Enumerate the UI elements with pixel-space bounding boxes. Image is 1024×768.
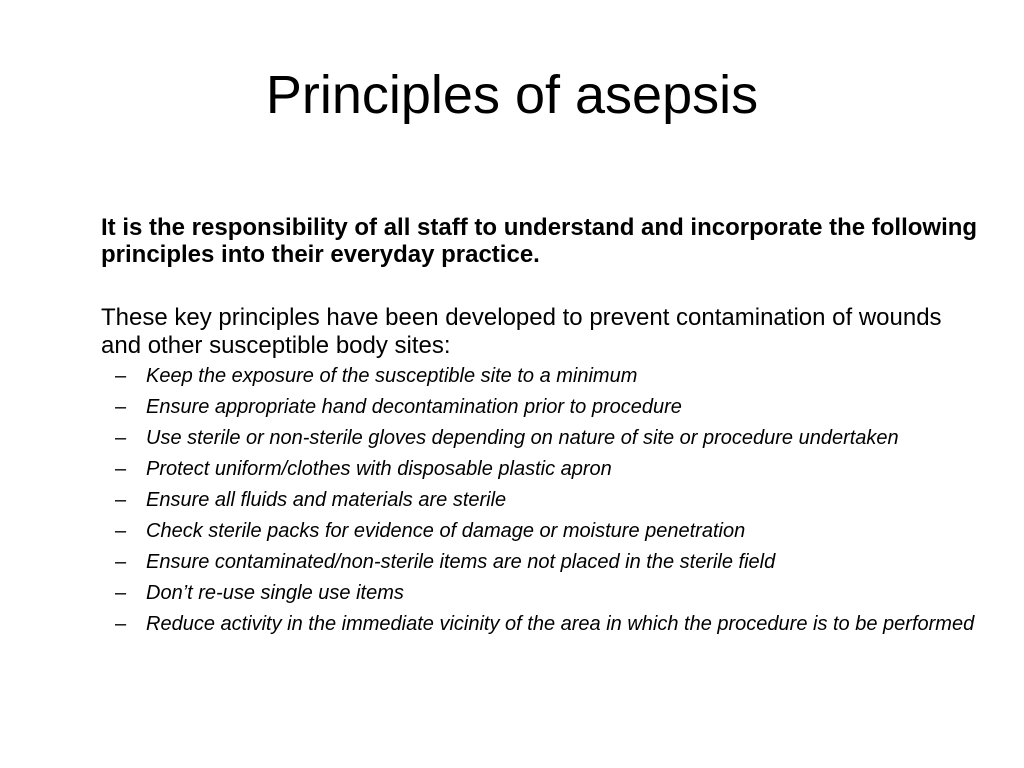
lead-paragraph: These key principles have been developed to prevent contamination of wounds and other susceptible body sites:: [101, 304, 942, 359]
list-item: [101, 550, 981, 574]
list-item-text: Reduce activity in the immediate vicinity of the area in which the procedure is to be performed: [146, 613, 975, 635]
list-item: [101, 519, 981, 543]
bullet-dash: –: [115, 613, 127, 635]
list-item-text: Protect uniform/clothes with disposable plastic apron: [146, 458, 612, 480]
bullet-dash: –: [115, 520, 127, 542]
principles-list: [101, 364, 981, 636]
list-item: [101, 364, 981, 388]
bullet-dash: –: [115, 489, 127, 511]
list-item-text: Keep the exposure of the susceptible site to a minimum: [146, 365, 638, 387]
list-item-text: Don’t re-use single use items: [146, 582, 404, 604]
intro-statement: It is the responsibility of all staff to understand and incorporate the following principles into their everyday practice.: [101, 214, 978, 268]
list-item-text: Check sterile packs for evidence of damage or moisture penetration: [146, 520, 746, 542]
bullet-dash: –: [115, 396, 127, 418]
list-item: [101, 457, 981, 481]
list-item-text: Use sterile or non-sterile gloves depending on nature of site or procedure undertaken: [146, 427, 899, 449]
bullet-dash: –: [115, 551, 127, 573]
list-item-text: Ensure all fluids and materials are sterile: [146, 489, 507, 511]
bullet-dash: –: [115, 582, 127, 604]
slide-title: Principles of asepsis: [265, 65, 759, 125]
bullet-dash: –: [115, 365, 127, 387]
list-item: [101, 426, 981, 450]
list-item-text: Ensure appropriate hand decontamination prior to procedure: [146, 396, 682, 418]
bullet-dash: –: [115, 427, 127, 449]
list-item: [101, 395, 981, 419]
list-item: [101, 488, 981, 512]
slide-content: [101, 214, 981, 643]
list-item-text: Ensure contaminated/non-sterile items are not placed in the sterile field: [146, 551, 776, 573]
bullet-dash: –: [115, 458, 127, 480]
list-item: [101, 612, 981, 636]
list-item: [101, 581, 981, 605]
